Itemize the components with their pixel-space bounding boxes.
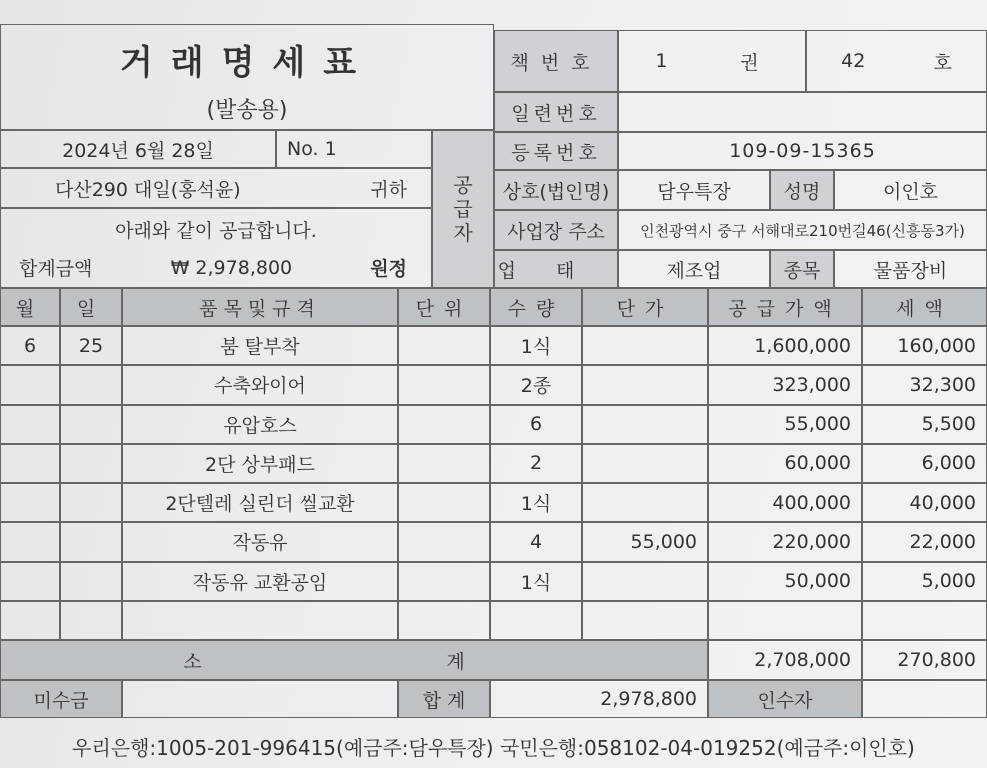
unpaid-value [122,680,398,718]
item-row-4-unit [398,444,490,483]
item-row-1-unit [398,326,490,365]
document-title: 거래명세표 [0,24,494,94]
item-row-8-unit [398,601,490,640]
recipient-name: 다산290 대일(홍석윤) [55,178,241,201]
item-row-1-day: 25 [60,326,122,365]
business-item-label: 종목 [770,250,834,288]
item-row-8-day [60,601,122,640]
item-row-5-price [582,483,708,522]
item-row-4-month [0,444,60,483]
header-quantity: 수량 [490,288,582,326]
item-row-4-price [582,444,708,483]
book-issue-number: 42 호 [806,30,987,92]
item-row-8-item [122,601,398,640]
total-amount-suffix: 원정 [370,258,407,280]
item-row-6-month [0,522,60,561]
item-row-2-price [582,365,708,404]
item-row-4-supply: 60,000 [708,444,862,483]
item-row-3-unit [398,405,490,444]
serial-number-value [618,92,987,132]
item-row-7-unit [398,562,490,601]
item-row-5-unit [398,483,490,522]
grand-total-value: 2,978,800 [490,680,708,718]
item-row-7-tax: 5,000 [862,562,987,601]
item-row-8-qty [490,601,582,640]
item-row-5-qty: 1식 [490,483,582,522]
book-number-label: 책번호 [494,30,618,92]
item-row-1-supply: 1,600,000 [708,326,862,365]
item-row-3-day [60,405,122,444]
business-type-label: 업태 [494,250,618,288]
header-item-spec: 품목및규격 [122,288,398,326]
business-item-value: 물품장비 [834,250,987,288]
grand-total-label: 합 계 [398,680,490,718]
subtotal-label: 소 계 [0,640,708,680]
item-row-6-tax: 22,000 [862,522,987,561]
total-amount-row [0,248,432,288]
item-row-1-tax: 160,000 [862,326,987,365]
supply-statement: 아래와 같이 공급합니다. [0,208,432,250]
item-row-2-day [60,365,122,404]
bank-account-info: 우리은행:1005-201-996415(예금주:담우특장) 국민은행:058102-04-019252(예금주:이인호) [72,735,915,760]
receiver-value [862,680,987,718]
company-name-label: 상호(법인명) [494,170,618,210]
item-row-5-item: 2단텔레 실린더 씰교환 [122,483,398,522]
item-row-6-price: 55,000 [582,522,708,561]
item-row-3-supply: 55,000 [708,405,862,444]
header-month: 월 [0,288,60,326]
business-address-value: 인천광역시 중구 서해대로210번길46(신흥동3가) [618,210,987,250]
issue-date: 2024년 6월 28일 [0,130,276,168]
item-row-6-qty: 4 [490,522,582,561]
recipient-honorific: 귀하 [370,178,407,201]
owner-name-label: 성명 [770,170,834,210]
item-row-2-tax: 32,300 [862,365,987,404]
item-row-7-supply: 50,000 [708,562,862,601]
item-row-5-month [0,483,60,522]
header-tax: 세액 [862,288,987,326]
unpaid-label: 미수금 [0,680,122,718]
item-row-7-qty: 1식 [490,562,582,601]
item-row-5-tax: 40,000 [862,483,987,522]
item-row-5-supply: 400,000 [708,483,862,522]
total-amount-value: ₩ 2,978,800 [170,256,293,279]
item-row-4-item: 2단 상부패드 [122,444,398,483]
item-row-7-month [0,562,60,601]
header-day: 일 [60,288,122,326]
item-row-1-price [582,326,708,365]
item-row-2-item: 수축와이어 [122,365,398,404]
item-row-7-day [60,562,122,601]
subtotal-tax: 270,800 [862,640,987,680]
book-volume: 1 권 [618,30,806,92]
business-type-value: 제조업 [618,250,770,288]
item-row-4-qty: 2 [490,444,582,483]
item-row-6-supply: 220,000 [708,522,862,561]
header-supply-amount: 공급가액 [708,288,862,326]
recipient-row [0,168,432,208]
item-row-6-item: 작동유 [122,522,398,561]
item-row-1-qty: 1식 [490,326,582,365]
document-subtitle: (발송용) [0,88,494,130]
item-row-3-price [582,405,708,444]
document-number: No. 1 [276,130,432,168]
item-row-2-supply: 323,000 [708,365,862,404]
item-row-4-day [60,444,122,483]
registration-number-value: 109-09-15365 [618,132,987,170]
item-row-3-qty: 6 [490,405,582,444]
header-unit: 단위 [398,288,490,326]
item-row-6-unit [398,522,490,561]
item-row-2-qty: 2종 [490,365,582,404]
business-address-label: 사업장 주소 [494,210,618,250]
owner-name-value: 이인호 [834,170,987,210]
header-unit-price: 단가 [582,288,708,326]
item-row-8-supply [708,601,862,640]
item-row-3-tax: 5,500 [862,405,987,444]
serial-number-label: 일련번호 [494,92,618,132]
item-row-7-item: 작동유 교환공임 [122,562,398,601]
item-row-8-price [582,601,708,640]
total-amount-label: 합계금액 [19,258,93,280]
item-row-6-day [60,522,122,561]
receiver-label: 인수자 [708,680,862,718]
item-row-4-tax: 6,000 [862,444,987,483]
item-row-3-month [0,405,60,444]
company-name-value: 담우특장 [618,170,770,210]
subtotal-supply: 2,708,000 [708,640,862,680]
item-row-1-month: 6 [0,326,60,365]
item-row-1-item: 붐 탈부착 [122,326,398,365]
item-row-2-month [0,365,60,404]
item-row-7-price [582,562,708,601]
item-row-2-unit [398,365,490,404]
item-row-8-tax [862,601,987,640]
item-row-3-item: 유압호스 [122,405,398,444]
item-row-8-month [0,601,60,640]
item-row-5-day [60,483,122,522]
registration-number-label: 등록번호 [494,132,618,170]
supplier-side-label: 공 급 자 [432,130,494,288]
